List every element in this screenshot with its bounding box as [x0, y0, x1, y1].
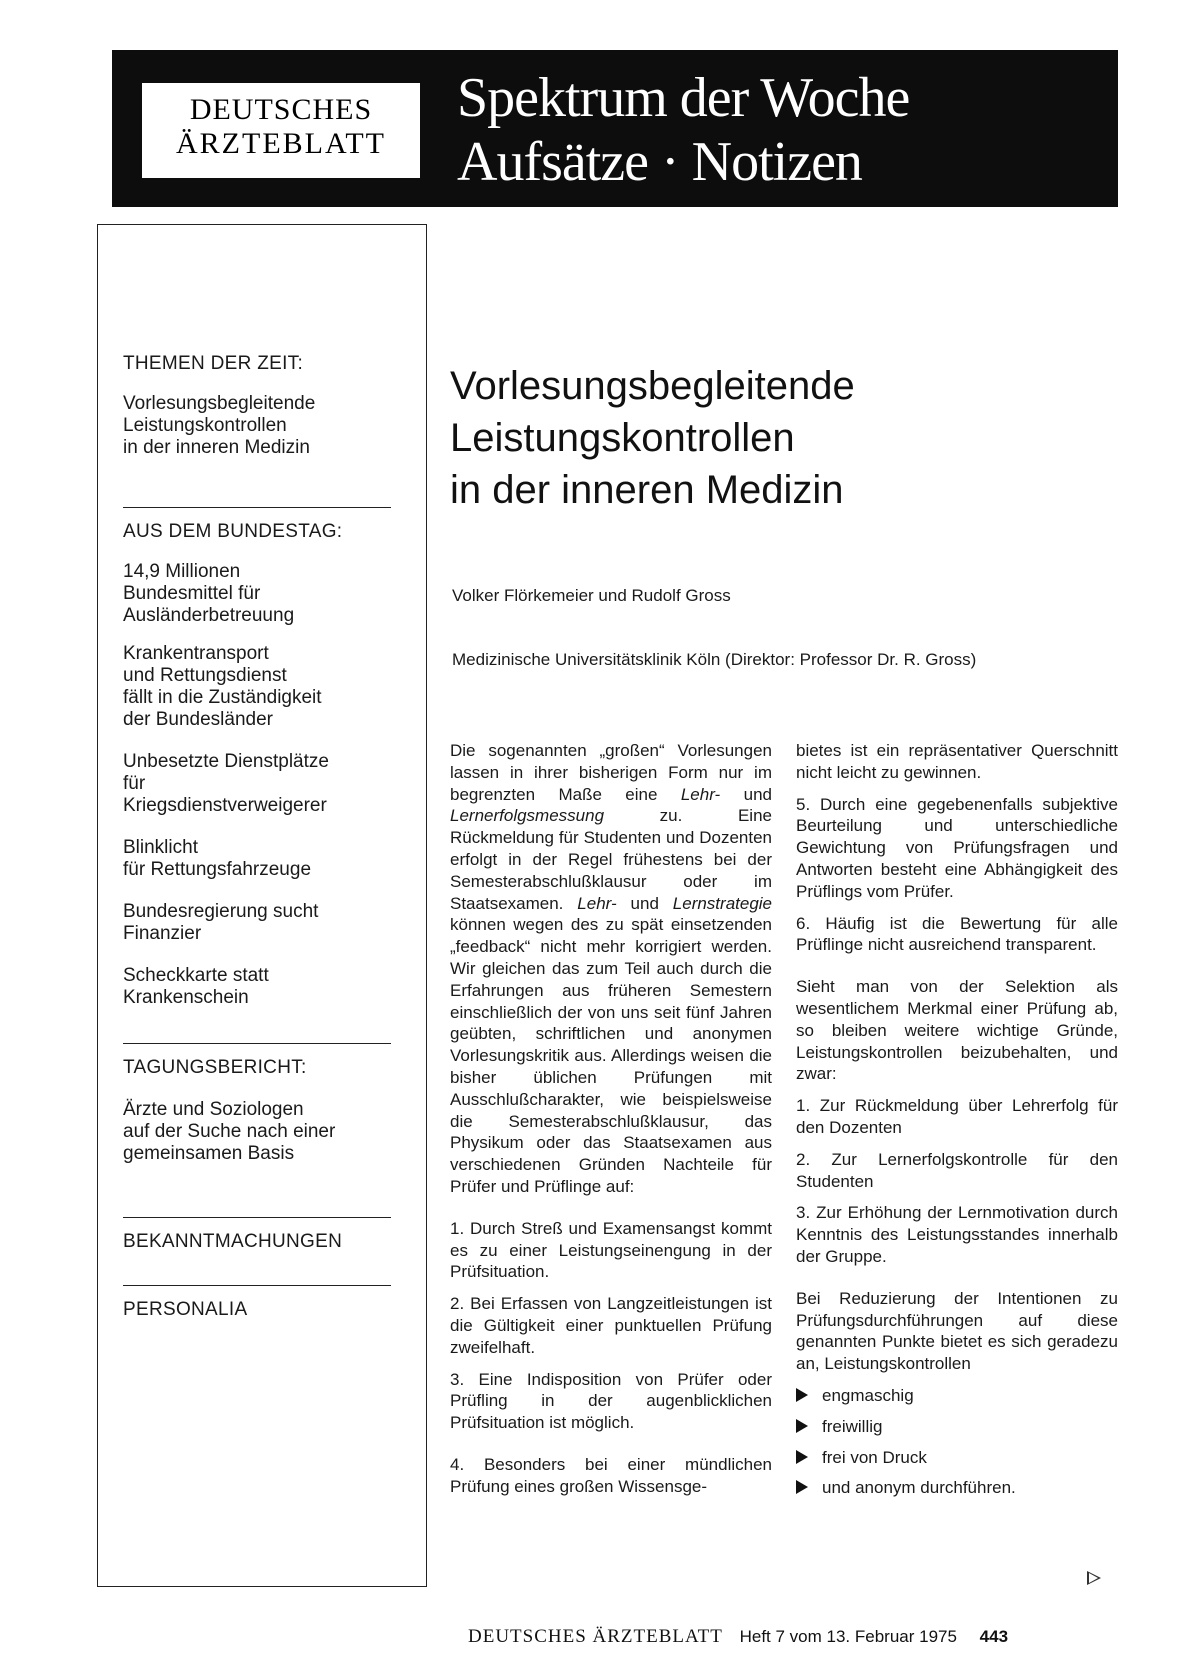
page-footer	[468, 1626, 1008, 1648]
triangle-bullet-icon	[796, 1450, 808, 1464]
body-paragraph: Sieht man von der Selektion als wesentlichem Merkmal einer Prüfung ab, so bleiben weitere wichtige Gründe, Leistungskontrollen beizubehalten, und zwar:	[796, 977, 1118, 1084]
body-paragraph: 5. Durch eine gegebenenfalls subjektive Beurteilung und unterschiedliche Gewichtung von Prüfungsfragen und Antworten besteht eine Abhängigkeit des Prüflings vom Prüfer.	[796, 794, 1118, 901]
list-item	[796, 1477, 1118, 1499]
body-paragraph: 1. Durch Streß und Examensangst kommt es zu einer Leistungseinengung in der Prüfsituation.	[450, 1218, 772, 1282]
journal-logo	[142, 83, 420, 178]
triangle-bullet-icon	[796, 1480, 808, 1494]
list-item-text: frei von Druck	[822, 1447, 927, 1467]
contents-sidebar	[97, 224, 427, 1587]
list-item	[796, 1447, 1118, 1469]
footer-masthead: DEUTSCHES ÄRZTEBLATT	[468, 1626, 723, 1647]
sidebar-item[interactable]: Blinklicht für Rettungsfahrzeuge	[123, 837, 312, 880]
article-column-1	[450, 740, 772, 1508]
sidebar-heading-personalia[interactable]: PERSONALIA	[123, 1299, 248, 1320]
sidebar-item[interactable]: 14,9 Millionen Bundesmittel für Ausländerbetreuung	[123, 561, 295, 626]
emphasis: Lernerfolgsmessung	[450, 806, 605, 826]
text-run: und	[720, 784, 772, 804]
article-title: Vorlesungsbegleitende Leistungskontrollen in der inneren Medizin	[450, 364, 855, 512]
body-paragraph: 3. Eine Indisposition von Prüfer oder Prüfling in der augenblicklichen Prüfsituation ist möglich.	[450, 1369, 772, 1433]
body-paragraph: 1. Zur Rückmeldung über Lehrerfolg für den Dozenten	[796, 1096, 1118, 1137]
logo-line-2: ÄRZTEBLATT	[176, 127, 386, 160]
text-run: zu. Eine Rückmeldung für Studenten und Dozenten erfolgt in der Regel frühestens bei der Semesterabschlußklausur oder im Staatsexamen.	[450, 806, 772, 913]
list-item-text: und anonym durchführen.	[822, 1478, 1016, 1498]
sidebar-item[interactable]: Scheckkarte statt Krankenschein	[123, 965, 269, 1008]
sidebar-divider	[123, 507, 391, 508]
sidebar-heading-bundestag: AUS DEM BUNDESTAG:	[123, 521, 343, 542]
logo-line-1: DEUTSCHES	[189, 93, 373, 126]
headline-line-1: Spektrum der Woche	[457, 67, 910, 129]
article-affiliation: Medizinische Universitätsklinik Köln (Direktor: Professor Dr. R. Gross)	[452, 650, 977, 669]
body-paragraph: 3. Zur Erhöhung der Lernmotivation durch Kenntnis des Leistungsstandes innerhalb der Gruppe.	[796, 1203, 1118, 1266]
body-paragraph: 4. Besonders bei einer mündlichen Prüfung eines großen Wissensge-	[450, 1454, 772, 1496]
list-item-text: freiwillig	[822, 1416, 883, 1436]
list-item	[796, 1416, 1118, 1438]
body-paragraph: 2. Zur Lernerfolgskontrolle für den Studenten	[796, 1149, 1118, 1191]
article-authors: Volker Flörkemeier und Rudolf Gross	[452, 586, 731, 605]
list-item	[796, 1385, 1118, 1407]
sidebar-item[interactable]: Unbesetzte Dienstplätze für Kriegsdienstverweigerer	[123, 751, 329, 816]
emphasis: Lehr-	[577, 893, 617, 913]
headline-line-2: Aufsätze · Notizen	[457, 131, 862, 193]
sidebar-divider	[123, 1285, 391, 1286]
bullet-list	[796, 1385, 1118, 1499]
article-column-2	[796, 740, 1118, 1508]
body-paragraph: 6. Häufig ist die Bewertung für alle Prüflinge nicht ausreichend transparent.	[796, 913, 1118, 955]
sidebar-item[interactable]: Vorlesungsbegleitende Leistungskontrollen in der inneren Medizin	[123, 393, 316, 458]
text-run: und	[616, 893, 673, 913]
continued-arrow-icon	[1087, 1571, 1101, 1585]
footer-issue: Heft 7 vom 13. Februar 1975	[739, 1627, 957, 1646]
sidebar-heading-bekanntmachungen[interactable]: BEKANNTMACHUNGEN	[123, 1231, 343, 1252]
text-run: können wegen des zu spät einsetzenden „feedback“ nicht mehr korrigiert werden. Wir gleichen das zum Teil auch durch die Erfahrungen aus früheren Semestern einschließlich der von uns seit fünf Jahren geübten, schriftlichen und anonymen Vorlesungskritik aus. Allerdings weisen die bisher üblichen Prüfungen mit Ausschlußcharakter, wie beispielsweise die Semesterabschlußklausur, das Physikum oder das Staatsexamen aus verschiedenen Gründen Nachteile für Prüfer und Prüflinge auf:	[450, 915, 772, 1196]
text-run: Die sogenannten „großen“ Vorlesungen lassen in ihrer bisherigen Form nur im begrenzten Maße eine	[450, 741, 772, 804]
list-item-text: engmaschig	[822, 1385, 914, 1405]
emphasis: Lehr-	[680, 784, 721, 804]
sidebar-item[interactable]: Ärzte und Soziologen auf der Suche nach einer gemeinsamen Basis	[123, 1099, 336, 1164]
triangle-bullet-icon	[796, 1388, 808, 1402]
body-paragraph: bietes ist ein repräsentativer Querschnitt nicht leicht zu gewinnen.	[796, 741, 1118, 782]
section-headline	[457, 66, 909, 194]
emphasis: Lernstrategie	[672, 893, 773, 913]
sidebar-item[interactable]: Krankentransport und Rettungsdienst fällt in die Zuständigkeit der Bundesländer	[123, 643, 322, 730]
sidebar-item[interactable]: Bundesregierung sucht Finanzier	[123, 901, 319, 944]
body-paragraph: Bei Reduzierung der Intentionen zu Prüfungsdurchführungen auf diese genannten Punkte bietet es sich geradezu an, Leistungskontrollen	[796, 1288, 1118, 1374]
page-number: 443	[979, 1627, 1009, 1646]
sidebar-divider	[123, 1043, 391, 1044]
sidebar-heading-tagungsbericht: TAGUNGSBERICHT:	[123, 1057, 307, 1078]
body-paragraph: 2. Bei Erfassen von Langzeitleistungen ist die Gültigkeit einer punktuellen Prüfung zweifelhaft.	[450, 1294, 772, 1357]
masthead-banner	[112, 50, 1118, 207]
triangle-bullet-icon	[796, 1419, 808, 1433]
sidebar-heading-themen: THEMEN DER ZEIT:	[123, 353, 304, 374]
body-paragraph	[450, 740, 772, 1198]
sidebar-divider	[123, 1217, 391, 1218]
